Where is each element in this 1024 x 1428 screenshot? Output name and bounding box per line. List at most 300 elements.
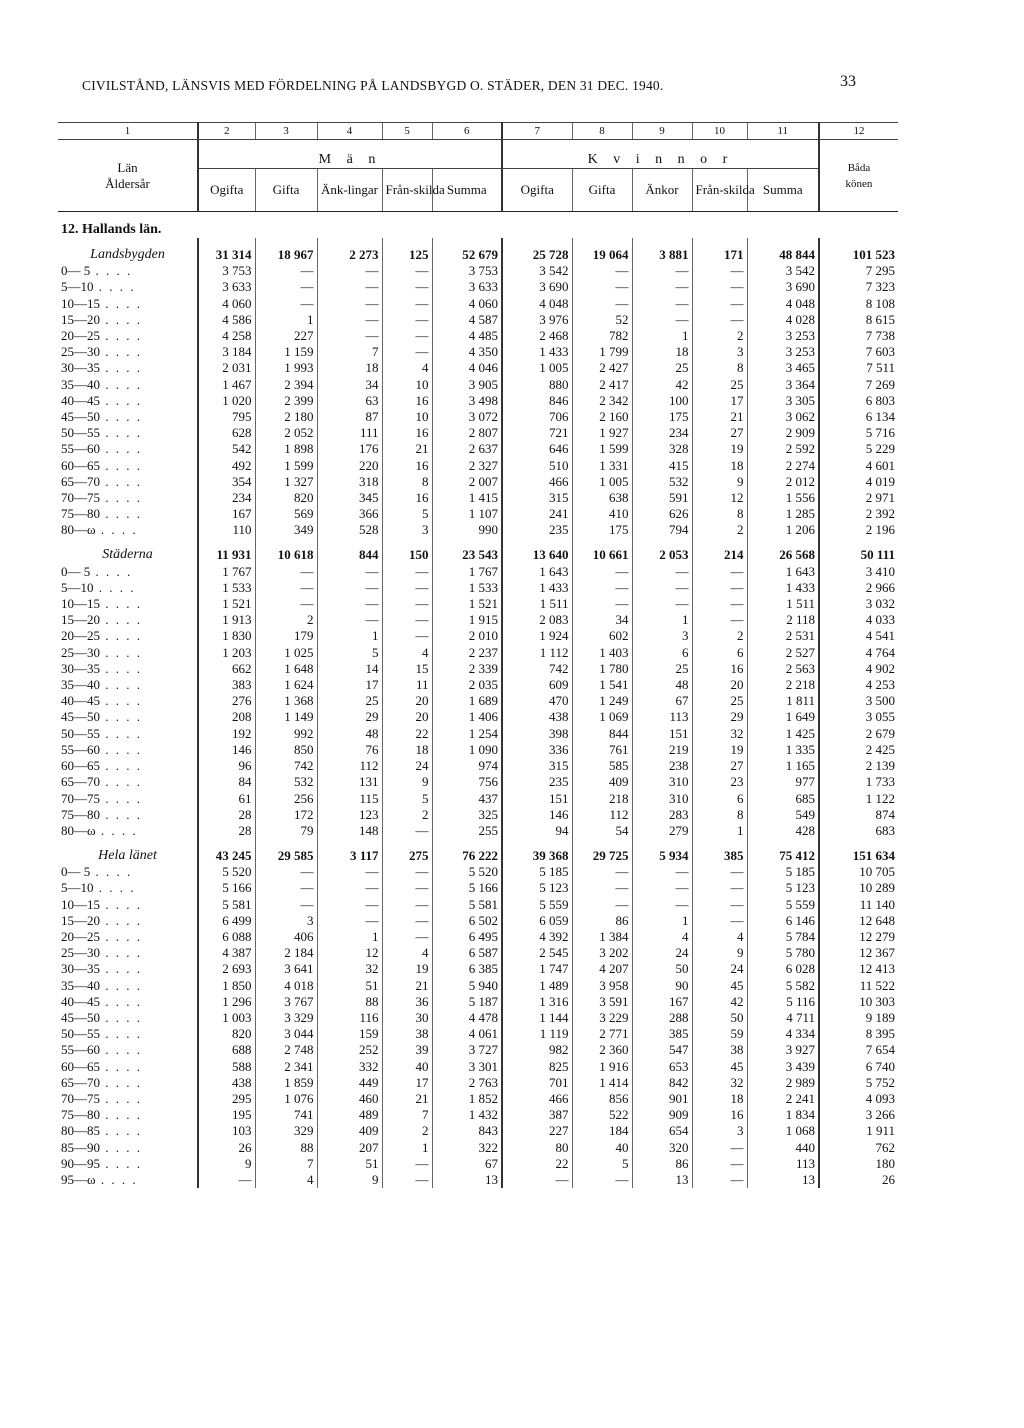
table-cell: 688 (198, 1042, 255, 1058)
table-cell: 1 467 (198, 377, 255, 393)
table-cell: 4 060 (198, 296, 255, 312)
table-cell: 662 (198, 661, 255, 677)
table-cell: 6 059 (502, 913, 572, 929)
table-cell: 2 (255, 612, 317, 628)
table-row (58, 913, 898, 929)
table-cell: — (692, 279, 747, 295)
column-number-11: 11 (747, 123, 819, 140)
table-cell: 742 (255, 758, 317, 774)
table-cell: — (382, 929, 432, 945)
table-cell: 59 (692, 1026, 747, 1042)
table-cell: 1 911 (819, 1123, 898, 1139)
table-cell: 5 716 (819, 425, 898, 441)
table-cell: 227 (502, 1123, 572, 1139)
table-cell: 2 339 (432, 661, 502, 677)
table-cell: 1 (317, 628, 382, 644)
table-cell: 12 648 (819, 913, 898, 929)
table-cell: 2 196 (819, 522, 898, 538)
table-cell: 1 159 (255, 344, 317, 360)
age-group-cell: 35—40 . . . . (61, 677, 142, 693)
age-group-cell: 25—30 . . . . (61, 344, 142, 360)
table-row (58, 263, 898, 279)
table-cell: 42 (632, 377, 692, 393)
table-cell: 1 368 (255, 693, 317, 709)
table-cell: — (255, 580, 317, 596)
table-cell: 1 915 (432, 612, 502, 628)
table-cell: 7 323 (819, 279, 898, 295)
table-cell: 19 (382, 961, 432, 977)
table-cell: 51 (317, 1156, 382, 1172)
table-cell: — (382, 897, 432, 913)
table-cell: 1 112 (502, 645, 572, 661)
table-cell: 6 (692, 645, 747, 661)
table-row (58, 661, 898, 677)
table-cell: 7 (382, 1107, 432, 1123)
table-cell: 8 395 (819, 1026, 898, 1042)
table-cell: 1 649 (747, 709, 819, 725)
table-cell: 207 (317, 1140, 382, 1156)
table-cell: 3 184 (198, 344, 255, 360)
table-cell: 52 (572, 312, 632, 328)
table-cell: 3 542 (747, 263, 819, 279)
age-group-cell: 55—60 . . . . (61, 1042, 142, 1058)
table-cell: 115 (317, 791, 382, 807)
table-cell: 9 (692, 945, 747, 961)
table-cell: 5 (382, 791, 432, 807)
table-cell: 34 (317, 377, 382, 393)
table-cell: 4 033 (819, 612, 898, 628)
table-cell: 9 (692, 474, 747, 490)
table-cell: 1 433 (502, 580, 572, 596)
table-cell: 982 (502, 1042, 572, 1058)
table-cell: 21 (382, 441, 432, 457)
table-row (58, 612, 898, 628)
table-cell: 3 (632, 628, 692, 644)
table-cell: 25 (692, 377, 747, 393)
table-cell: — (317, 880, 382, 896)
table-cell: 1 533 (198, 580, 255, 596)
table-cell: 3 305 (747, 393, 819, 409)
section-total-cell: 19 064 (572, 238, 632, 263)
table-cell: — (692, 1140, 747, 1156)
table-cell: 22 (382, 726, 432, 742)
table-cell: 2 399 (255, 393, 317, 409)
table-cell: 1 624 (255, 677, 317, 693)
age-group-label: 30—35 (61, 660, 100, 676)
table-cell: 1 327 (255, 474, 317, 490)
age-group-cell: 30—35 . . . . (61, 360, 142, 376)
section-total-cell: 52 679 (432, 238, 502, 263)
section-total-cell: 10 661 (572, 539, 632, 564)
table-cell: 532 (632, 474, 692, 490)
section-total-cell: 76 222 (432, 839, 502, 864)
table-cell: 654 (632, 1123, 692, 1139)
table-cell: 410 (572, 506, 632, 522)
table-cell: 8 (382, 474, 432, 490)
table-cell: 113 (747, 1156, 819, 1172)
table-row (58, 312, 898, 328)
section-total-cell: 125 (382, 238, 432, 263)
table-cell: 5 166 (198, 880, 255, 896)
table-cell: 1 206 (747, 522, 819, 538)
table-cell: — (632, 279, 692, 295)
table-cell: 3 591 (572, 994, 632, 1010)
table-cell: — (382, 312, 432, 328)
table-cell: 795 (198, 409, 255, 425)
table-cell: 3 (692, 1123, 747, 1139)
table-cell: 489 (317, 1107, 382, 1123)
age-group-cell: 60—65 . . . . (61, 1058, 142, 1074)
age-group-label: 70—75 (61, 490, 100, 506)
table-cell: 175 (572, 522, 632, 538)
women-col-header-3: Änkor (632, 169, 692, 212)
table-cell: 5 520 (432, 864, 502, 880)
table-cell: 116 (317, 1010, 382, 1026)
table-cell: 3 364 (747, 377, 819, 393)
table-cell: 992 (255, 726, 317, 742)
table-cell: — (382, 823, 432, 839)
table-cell: 782 (572, 328, 632, 344)
table-cell: 6 587 (432, 945, 502, 961)
table-cell: 701 (502, 1075, 572, 1091)
table-cell: 6 495 (432, 929, 502, 945)
table-cell: 10 289 (819, 880, 898, 896)
table-cell: 1 020 (198, 393, 255, 409)
table-cell: 2 748 (255, 1042, 317, 1058)
table-cell: — (572, 596, 632, 612)
table-cell: 8 (692, 807, 747, 823)
column-number-row (58, 123, 898, 140)
table-cell: 387 (502, 1107, 572, 1123)
table-cell: 48 (632, 677, 692, 693)
age-group-cell: 55—60 . . . . (61, 441, 142, 457)
table-row (58, 360, 898, 376)
table-cell: 2 527 (747, 645, 819, 661)
table-cell: 5 123 (502, 880, 572, 896)
table-cell: 208 (198, 709, 255, 725)
table-cell: 3 329 (255, 1010, 317, 1026)
column-number-12: 12 (819, 123, 898, 140)
table-cell: 825 (502, 1059, 572, 1075)
table-cell: 6 (632, 645, 692, 661)
table-cell: — (692, 596, 747, 612)
age-group-cell: 40—45 . . . . (61, 392, 142, 408)
table-cell: — (382, 1156, 432, 1172)
age-group-label: 90—95 (61, 1155, 100, 1171)
table-cell: 1 780 (572, 661, 632, 677)
table-cell: 1 068 (747, 1123, 819, 1139)
table-cell: 38 (692, 1042, 747, 1058)
table-cell: 151 (502, 791, 572, 807)
table-cell: 1 406 (432, 709, 502, 725)
table-cell: 2 637 (432, 441, 502, 457)
table-row (58, 296, 898, 312)
table-cell: 1 489 (502, 978, 572, 994)
table-cell: 6 134 (819, 409, 898, 425)
table-cell: — (572, 864, 632, 880)
table-cell: 87 (317, 409, 382, 425)
age-group-label: 40—45 (61, 993, 100, 1009)
table-cell: 820 (198, 1026, 255, 1042)
table-cell: — (255, 897, 317, 913)
table-cell: 1 852 (432, 1091, 502, 1107)
age-group-label: 55—60 (61, 741, 100, 757)
age-group-cell: 35—40 . . . . (61, 376, 142, 392)
table-cell: — (317, 263, 382, 279)
table-cell: 977 (747, 774, 819, 790)
section-total-cell: 385 (692, 839, 747, 864)
table-cell: 1 433 (747, 580, 819, 596)
age-group-cell: 80—ω . . . . (61, 522, 138, 538)
table-cell: 2 (692, 328, 747, 344)
section-total-cell: 844 (317, 539, 382, 564)
table-cell: — (572, 564, 632, 580)
section-total-cell: 48 844 (747, 238, 819, 263)
table-cell: 3 465 (747, 360, 819, 376)
table-cell: — (255, 880, 317, 896)
table-row (58, 596, 898, 612)
table-cell: 26 (819, 1172, 898, 1188)
age-group-label: 15—20 (61, 311, 100, 327)
table-cell: — (692, 312, 747, 328)
table-cell: 328 (632, 441, 692, 457)
table-cell: 10 705 (819, 864, 898, 880)
table-row (58, 726, 898, 742)
table-cell: 510 (502, 458, 572, 474)
table-cell: — (632, 564, 692, 580)
table-cell: 1 425 (747, 726, 819, 742)
table-cell: 45 (692, 1059, 747, 1075)
section-total-cell: 5 934 (632, 839, 692, 864)
table-cell: 2 327 (432, 458, 502, 474)
table-cell: 1 (317, 929, 382, 945)
age-group-label: 10—15 (61, 896, 100, 912)
table-cell: 76 (317, 742, 382, 758)
age-group-cell: 65—70 . . . . (61, 774, 142, 790)
table-row (58, 1107, 898, 1123)
table-cell: 241 (502, 506, 572, 522)
table-cell: 1 689 (432, 693, 502, 709)
table-cell: 54 (572, 823, 632, 839)
table-cell: 3 767 (255, 994, 317, 1010)
county-heading: 12. Hallands län. (61, 222, 162, 237)
age-group-cell: 65—70 . . . . (61, 1074, 142, 1090)
table-cell: 7 511 (819, 360, 898, 376)
age-group-cell: 60—65 . . . . (61, 758, 142, 774)
table-cell: 5 780 (747, 945, 819, 961)
table-cell: 234 (632, 425, 692, 441)
section-total-cell: 31 314 (198, 238, 255, 263)
table-cell: 3 301 (432, 1059, 502, 1075)
table-cell: 602 (572, 628, 632, 644)
table-cell: 32 (692, 726, 747, 742)
table-cell: 428 (747, 823, 819, 839)
table-cell: 18 (382, 742, 432, 758)
table-cell: 20 (692, 677, 747, 693)
table-row (58, 880, 898, 896)
table-row (58, 522, 898, 538)
table-cell: 192 (198, 726, 255, 742)
table-cell: 1 144 (502, 1010, 572, 1026)
table-cell: 470 (502, 693, 572, 709)
table-cell: — (382, 864, 432, 880)
table-cell: 354 (198, 474, 255, 490)
table-cell: 36 (382, 994, 432, 1010)
table-row (58, 393, 898, 409)
table-cell: 2 427 (572, 360, 632, 376)
table-cell: 4 253 (819, 677, 898, 693)
table-cell: 3 976 (502, 312, 572, 328)
table-cell: 25 (632, 360, 692, 376)
table-cell: 1 149 (255, 709, 317, 725)
section-total-cell: 39 368 (502, 839, 572, 864)
table-cell: 10 (382, 409, 432, 425)
table-row (58, 897, 898, 913)
table-cell: 111 (317, 425, 382, 441)
table-cell: 146 (198, 742, 255, 758)
men-col-header-3: Änk-lingar (317, 169, 382, 212)
table-cell: — (632, 897, 692, 913)
table-cell: 1 254 (432, 726, 502, 742)
table-cell: 5 166 (432, 880, 502, 896)
table-cell: 148 (317, 823, 382, 839)
table-cell: 1 005 (572, 474, 632, 490)
table-cell: 366 (317, 506, 382, 522)
table-cell: 11 522 (819, 978, 898, 994)
table-cell: 16 (382, 490, 432, 506)
table-cell: 761 (572, 742, 632, 758)
section-total-cell: 214 (692, 539, 747, 564)
table-cell: 874 (819, 807, 898, 823)
table-cell: 1 003 (198, 1010, 255, 1026)
table-cell: 184 (572, 1123, 632, 1139)
table-cell: 850 (255, 742, 317, 758)
table-cell: 2 035 (432, 677, 502, 693)
table-cell: 6 028 (747, 961, 819, 977)
table-cell: 4 587 (432, 312, 502, 328)
table-cell: 11 (382, 677, 432, 693)
table-row (58, 409, 898, 425)
table-cell: 96 (198, 758, 255, 774)
table-cell: 12 (692, 490, 747, 506)
table-cell: 3 439 (747, 1059, 819, 1075)
section-total-cell: 171 (692, 238, 747, 263)
table-cell: 2 218 (747, 677, 819, 693)
age-group-label: 65—70 (61, 1074, 100, 1090)
table-cell: 3 072 (432, 409, 502, 425)
table-cell: 22 (502, 1156, 572, 1172)
table-row (58, 490, 898, 506)
age-group-label: 75—80 (61, 506, 100, 522)
table-row (58, 709, 898, 725)
table-cell: 1 296 (198, 994, 255, 1010)
table-cell: 295 (198, 1091, 255, 1107)
table-cell: 2 771 (572, 1026, 632, 1042)
table-cell: 1 799 (572, 344, 632, 360)
table-cell: 3 202 (572, 945, 632, 961)
table-cell: — (632, 263, 692, 279)
age-group-label: 80—ω (61, 522, 96, 538)
table-cell: 255 (432, 823, 502, 839)
table-cell: 4 018 (255, 978, 317, 994)
table-cell: — (382, 263, 432, 279)
table-cell: 3 641 (255, 961, 317, 977)
table-cell: 320 (632, 1140, 692, 1156)
table-row (58, 1026, 898, 1042)
age-group-cell: 75—80 . . . . (61, 1107, 142, 1123)
column-number-10: 10 (692, 123, 747, 140)
table-cell: 4 093 (819, 1091, 898, 1107)
table-cell: 2 679 (819, 726, 898, 742)
table-cell: 25 (317, 693, 382, 709)
table-cell: 3 044 (255, 1026, 317, 1042)
table-cell: — (692, 612, 747, 628)
table-cell: 2 971 (819, 490, 898, 506)
table-cell: — (255, 296, 317, 312)
table-cell: — (317, 864, 382, 880)
table-cell: 100 (632, 393, 692, 409)
table-cell: — (255, 864, 317, 880)
table-cell: 2 184 (255, 945, 317, 961)
table-cell: 5 229 (819, 441, 898, 457)
table-cell: — (382, 1172, 432, 1188)
table-cell: 3 727 (432, 1042, 502, 1058)
table-cell: — (632, 312, 692, 328)
section-total-cell: 3 881 (632, 238, 692, 263)
table-cell: 1 850 (198, 978, 255, 994)
table-cell: 3 633 (432, 279, 502, 295)
table-cell: 86 (572, 913, 632, 929)
table-row (58, 1075, 898, 1091)
table-cell: 50 (692, 1010, 747, 1026)
table-cell: 4 392 (502, 929, 572, 945)
section-total-cell: 13 640 (502, 539, 572, 564)
table-cell: 1 541 (572, 677, 632, 693)
table-cell: 6 740 (819, 1059, 898, 1075)
age-group-cell: 15—20 . . . . (61, 612, 142, 628)
age-group-label: 75—80 (61, 806, 100, 822)
table-cell: 175 (632, 409, 692, 425)
table-row (58, 506, 898, 522)
table-cell: 13 (432, 1172, 502, 1188)
table-row (58, 758, 898, 774)
table-cell: 3 062 (747, 409, 819, 425)
table-row (58, 645, 898, 661)
table-cell: 5 185 (502, 864, 572, 880)
age-group-cell: 0— 5 . . . . (61, 263, 133, 279)
table-row (58, 474, 898, 490)
col-lan-aldersar-header (58, 140, 198, 212)
table-cell: 345 (317, 490, 382, 506)
table-cell: 12 279 (819, 929, 898, 945)
lan-label: Län (117, 159, 138, 175)
table-cell: 4 (692, 929, 747, 945)
table-cell: 238 (632, 758, 692, 774)
table-cell: 588 (198, 1059, 255, 1075)
section-total-cell: 29 585 (255, 839, 317, 864)
table-cell: 6 (692, 791, 747, 807)
age-group-label: 95—ω (61, 1171, 96, 1187)
age-group-cell: 50—55 . . . . (61, 725, 142, 741)
table-cell: 5 581 (432, 897, 502, 913)
table-cell: 8 615 (819, 312, 898, 328)
age-group-label: 30—35 (61, 961, 100, 977)
table-cell: 4 028 (747, 312, 819, 328)
table-cell: — (382, 628, 432, 644)
table-cell: 1 556 (747, 490, 819, 506)
table-cell: 1 249 (572, 693, 632, 709)
table-cell: — (382, 913, 432, 929)
